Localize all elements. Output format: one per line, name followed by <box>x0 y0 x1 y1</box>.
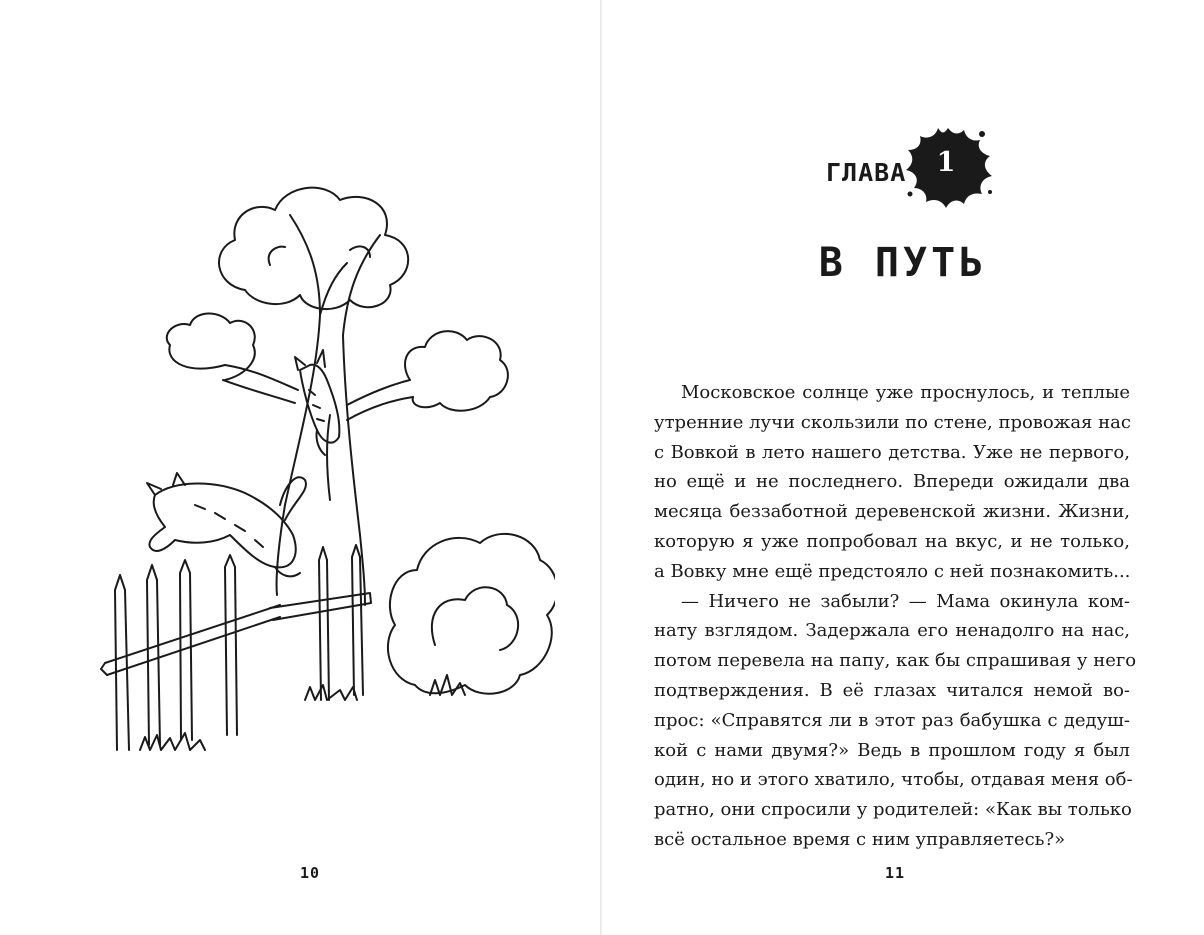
page-number-right: 11 <box>885 864 906 882</box>
text-line: которую я уже попробовал на вкус, и не только, <box>654 530 1130 552</box>
text-line: нату взглядом. Задержала его ненадолго на нас, <box>654 620 1130 642</box>
text-line: с Вовкой в лето нашего детства. Уже не первого, <box>654 441 1130 463</box>
text-line: один, но и этого хватило, чтобы, отдавая меня об- <box>654 769 1133 791</box>
tree-cats-fence-illustration <box>95 175 555 765</box>
text-line: потом перевела на папу, как бы спрашивая у него <box>654 650 1137 672</box>
text-line: ратно, они спросили у родителей: «Как вы только <box>654 799 1132 821</box>
text-line: Московское солнце уже проснулось, и теплые <box>681 382 1130 403</box>
text-line: всё остальное время с ним управляетесь?» <box>654 828 1066 850</box>
chapter-label: ГЛАВА <box>826 158 907 187</box>
text-line: а Вовку мне ещё предстояло с ней познакомить... <box>654 560 1131 582</box>
text-line: — Ничего не забыли? — Мама окинула ком- <box>681 590 1130 612</box>
chapter-heading <box>824 122 1004 212</box>
body-text <box>654 378 1137 855</box>
text-line: кой с нами двумя?» Ведь в прошлом году я был <box>654 739 1130 761</box>
page-number-left: 10 <box>300 864 321 882</box>
left-page <box>0 0 600 935</box>
chapter-title: В ПУТЬ <box>818 240 988 286</box>
text-line: прос: «Справятся ли в этот раз бабушка с дедуш- <box>654 709 1130 731</box>
text-line: утренние лучи скользили по стене, провожая нас <box>654 411 1131 433</box>
text-line: подтверждения. В её глазах читался немой во- <box>654 679 1130 701</box>
text-line: месяца беззаботной деревенской жизни. Жизни, <box>654 501 1130 523</box>
text-line: но ещё и не последнего. Впереди ожидали два <box>654 471 1130 493</box>
chapter-number: 1 <box>936 147 956 178</box>
right-page <box>602 0 1204 935</box>
